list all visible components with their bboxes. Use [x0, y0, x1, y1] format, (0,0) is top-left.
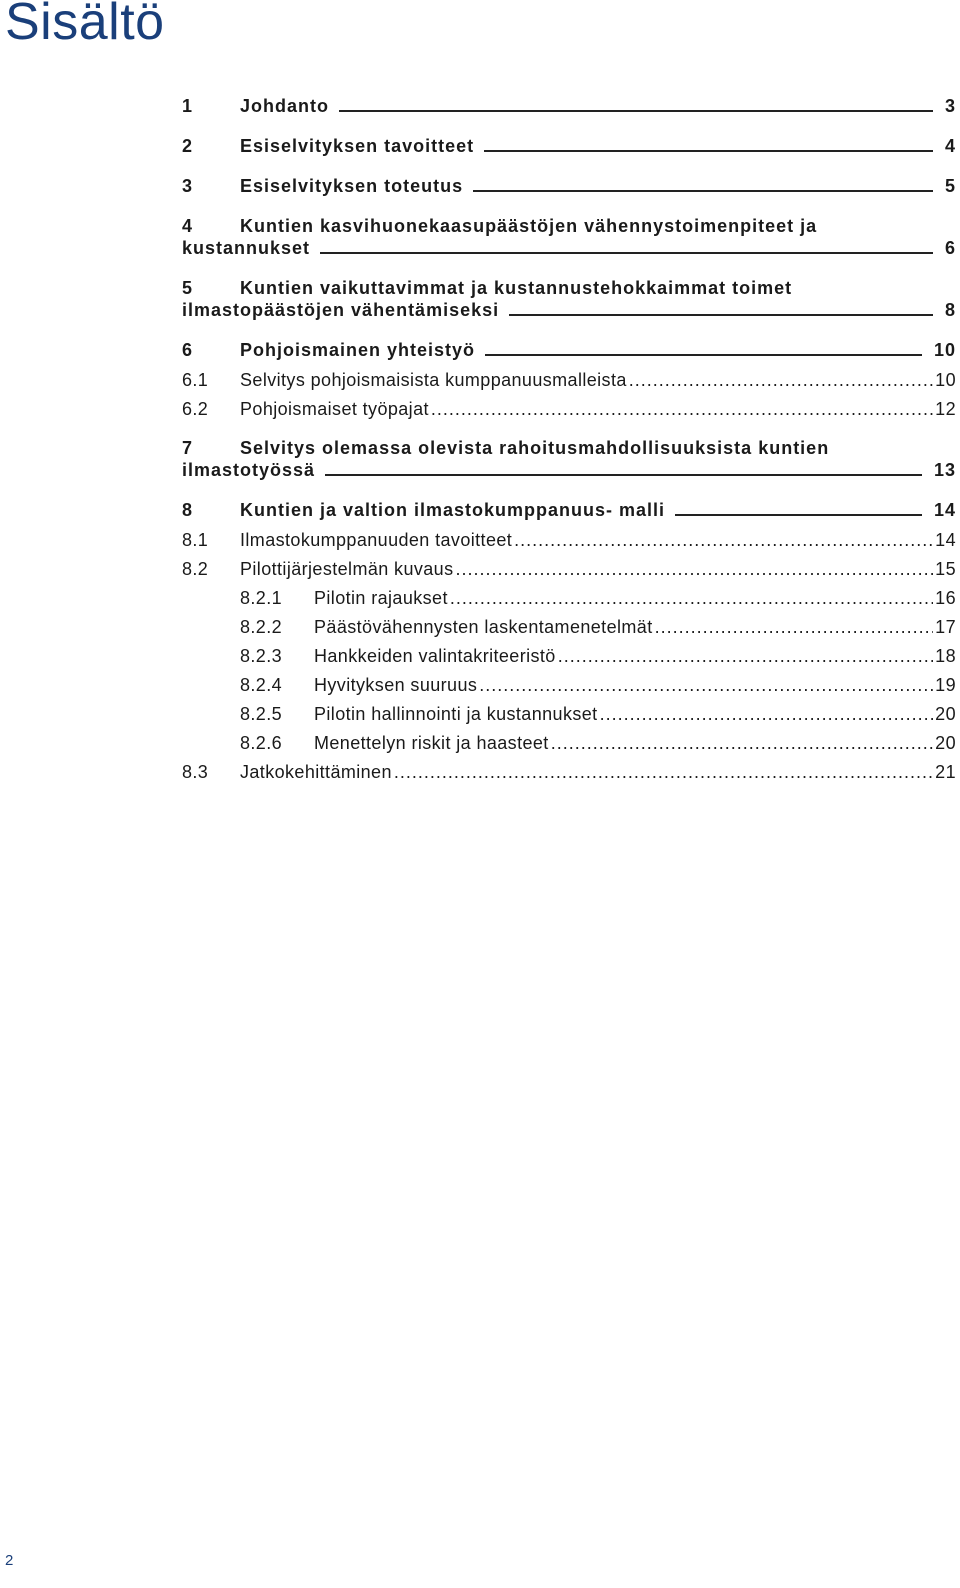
toc-entry-title: Pohjoismaiset työpajat	[240, 399, 429, 419]
toc-entry-title: Päästövähennysten laskentamenetelmät	[314, 617, 653, 637]
dot-leader	[629, 370, 933, 390]
page-number: 2	[5, 1552, 14, 1569]
dot-leader	[456, 559, 934, 579]
dot-leader	[431, 399, 933, 419]
page-title: Sisältö	[5, 0, 165, 51]
toc-entry-page: 10	[935, 370, 956, 390]
toc-entry-number: 4	[182, 216, 194, 236]
toc-entry-title: Esiselvityksen toteutus	[240, 176, 464, 196]
toc-entry-number: 3	[182, 176, 194, 196]
leader-line	[484, 136, 933, 152]
toc-entry-title: Jatkokehittäminen	[240, 762, 392, 782]
toc-entry-number: 6.2	[182, 399, 209, 419]
toc-entry-title: Kuntien ja valtion ilmastokumppanuus- malli	[240, 500, 666, 520]
leader-line	[473, 176, 933, 192]
toc-entry-title: Esiselvityksen tavoitteet	[240, 136, 475, 156]
toc-entry-number: 6.1	[182, 370, 209, 390]
toc-entry-number: 6	[182, 340, 194, 360]
toc-entry-title-line1: Kuntien kasvihuonekaasupäästöjen vähennystoimenpiteet ja	[240, 216, 818, 236]
toc-entry-title: Pohjoismainen yhteistyö	[240, 340, 476, 360]
toc-entry-title: Hyvityksen suuruus	[314, 675, 478, 695]
toc-entry-page: 20	[935, 704, 956, 724]
toc-entry-number: 5	[182, 278, 194, 298]
toc-entry-page: 21	[935, 762, 956, 782]
leader-line	[675, 500, 922, 516]
toc-entry-number: 8.2	[182, 559, 209, 579]
leader-line	[320, 238, 933, 254]
toc-entry-number: 8.3	[182, 762, 209, 782]
toc-entry-title-line1: Kuntien vaikuttavimmat ja kustannustehokkaimmat toimet	[240, 278, 793, 298]
dot-leader	[514, 530, 933, 550]
toc-entry-number: 8.2.3	[240, 646, 283, 666]
toc-entry-page: 8	[944, 300, 956, 320]
dot-leader	[655, 617, 934, 637]
toc-entry-title-line2: ilmastotyössä	[182, 460, 316, 480]
toc-entry-number: 8.1	[182, 530, 209, 550]
dot-leader	[394, 762, 933, 782]
toc-entry-page: 16	[935, 588, 956, 608]
toc-entry-page: 19	[935, 675, 956, 695]
leader-line	[325, 460, 922, 476]
dot-leader	[551, 733, 933, 753]
toc-entry-title-line1: Selvitys olemassa olevista rahoitusmahdollisuuksista kuntien	[240, 438, 830, 458]
toc-entry-number: 8.2.4	[240, 675, 283, 695]
leader-line	[509, 300, 933, 316]
leader-line	[485, 340, 922, 356]
toc-entry-number: 8	[182, 500, 194, 520]
toc-entry-title: Pilottijärjestelmän kuvaus	[240, 559, 454, 579]
toc-entry-number: 1	[182, 96, 194, 116]
toc-entry-number: 8.2.1	[240, 588, 283, 608]
toc-entry-title: Pilotin rajaukset	[314, 588, 448, 608]
dot-leader	[479, 675, 933, 695]
toc-entry-title: Johdanto	[240, 96, 329, 116]
toc-entry-title: Pilotin hallinnointi ja kustannukset	[314, 704, 598, 724]
toc-entry-number: 8.2.6	[240, 733, 283, 753]
toc-entry-page: 10	[933, 340, 956, 360]
toc-entry-page: 20	[935, 733, 956, 753]
toc-entry-page: 18	[935, 646, 956, 666]
toc-entry-page: 14	[935, 530, 956, 550]
toc-entry-page: 3	[944, 96, 956, 116]
toc-entry-title: Hankkeiden valintakriteeristö	[314, 646, 556, 666]
toc-entry-number: 7	[182, 438, 194, 458]
leader-line	[339, 96, 933, 112]
toc-entry-page: 12	[935, 399, 956, 419]
toc-entry-page: 17	[935, 617, 956, 637]
toc-entry-page: 14	[933, 500, 956, 520]
toc-entry-number: 8.2.2	[240, 617, 283, 637]
toc-entry-page: 5	[944, 176, 956, 196]
dot-leader	[600, 704, 934, 724]
toc-entry-title: Ilmastokumppanuuden tavoitteet	[240, 530, 513, 550]
dot-leader	[558, 646, 933, 666]
toc-entry-title: Selvitys pohjoismaisista kumppanuusmalleista	[240, 370, 627, 390]
dot-leader	[450, 588, 933, 608]
toc-entry-page: 4	[944, 136, 956, 156]
toc-entry-page: 6	[944, 238, 956, 258]
toc-entry-number: 2	[182, 136, 194, 156]
toc-entry-title: Menettelyn riskit ja haasteet	[314, 733, 549, 753]
toc-entry-page: 13	[933, 460, 956, 480]
toc-entry-title-line2: kustannukset	[182, 238, 311, 258]
toc-entry-number: 8.2.5	[240, 704, 283, 724]
toc-entry-page: 15	[935, 559, 956, 579]
toc-entry-title-line2: ilmastopäästöjen vähentämiseksi	[182, 300, 500, 320]
